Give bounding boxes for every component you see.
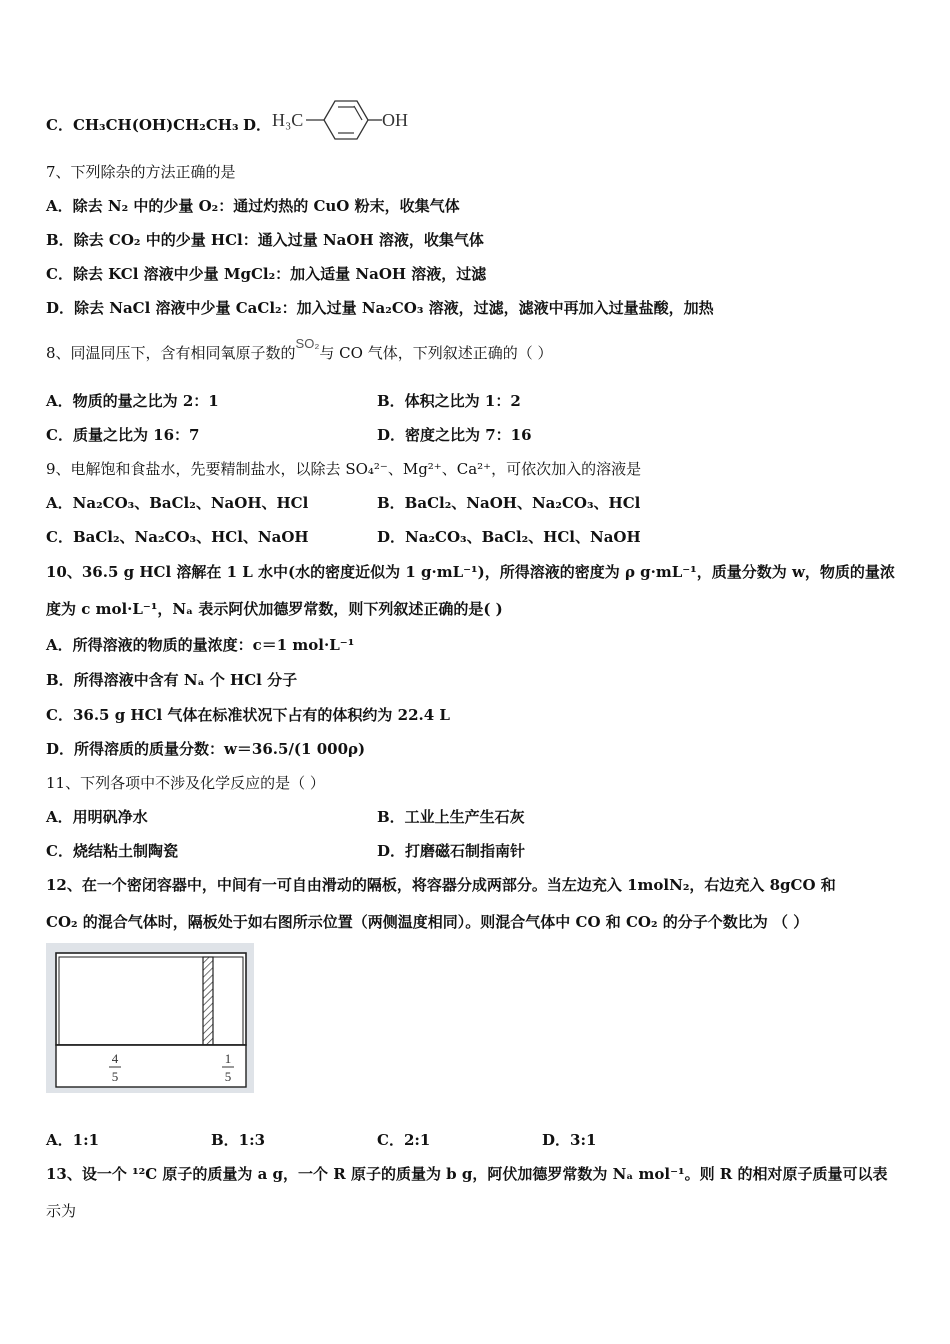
q6-option-d-label: D． <box>243 116 272 134</box>
q11-option-b: B．工业上生产生石灰 <box>377 808 525 826</box>
sliding-partition <box>203 957 213 1045</box>
q8-option-d: D．密度之比为 7：16 <box>377 426 532 444</box>
q8-stem-formula: SO₂ <box>295 336 320 351</box>
q10-stem-line1: 10、36.5 g HCl 溶解在 1 L 水中(水的密度近似为 1 g·mL⁻¹)，所得溶液的密度为 ρ g·mL⁻¹，质量分数为 w，物质的量浓 <box>46 563 895 581</box>
q6-option-d-structure <box>268 96 414 142</box>
q9-stem: 9、电解饱和食盐水，先要精制盐水，以除去 SO₄²⁻、Mg²⁺、Ca²⁺，可依次加入的溶液是 <box>46 460 642 478</box>
structure-oh-label: OH <box>382 110 408 130</box>
q8-option-a: A．物质的量之比为 2：1 <box>46 392 219 410</box>
structure-ch3-label: H₃C <box>272 110 304 130</box>
q11-option-a: A．用明矾净水 <box>46 808 148 826</box>
q9-option-c: C．BaCl₂、Na₂CO₃、HCl、NaOH <box>46 528 309 546</box>
scale-bar <box>56 1045 246 1087</box>
left-fraction-denominator: 5 <box>111 1069 119 1084</box>
q8-stem-pre: 8、同温同压下，含有相同氧原子数的 <box>46 344 296 362</box>
q8-stem-post: 与 CO 气体，下列叙述正确的（ ） <box>319 344 553 362</box>
q9-option-b: B．BaCl₂、NaOH、Na₂CO₃、HCl <box>377 494 641 512</box>
q13-stem-line1: 13、设一个 ¹²C 原子的质量为 a g，一个 R 原子的质量为 b g，阿伏加德罗常数为 Nₐ mol⁻¹。则 R 的相对原子质量可以表 <box>46 1165 888 1183</box>
q12-container-figure <box>46 943 254 1093</box>
q12-option-a: A．1:1 <box>46 1131 100 1149</box>
container-diagram <box>46 943 254 1093</box>
q7-option-a: A．除去 N₂ 中的少量 O₂：通过灼热的 CuO 粉末，收集气体 <box>46 197 460 215</box>
right-fraction-numerator: 1 <box>224 1051 232 1066</box>
q9-option-a: A．Na₂CO₃、BaCl₂、NaOH、HCl <box>46 494 309 512</box>
q7-stem: 7、下列除杂的方法正确的是 <box>46 163 236 181</box>
q10-option-a: A．所得溶液的物质的量浓度：c＝1 mol·L⁻¹ <box>46 636 355 654</box>
q7-option-c: C．除去 KCl 溶液中少量 MgCl₂：加入适量 NaOH 溶液，过滤 <box>46 265 487 283</box>
q12-option-d: D．3:1 <box>542 1131 597 1149</box>
q8-stem <box>46 336 553 364</box>
q8-option-b: B．体积之比为 1：2 <box>377 392 521 410</box>
q7-option-d: D．除去 NaCl 溶液中少量 CaCl₂：加入过量 Na₂CO₃ 溶液，过滤，滤液中再加入过量盐酸，加热 <box>46 299 714 317</box>
q9-option-d: D．Na₂CO₃、BaCl₂、HCl、NaOH <box>377 528 641 546</box>
q6-option-c: C．CH₃CH(OH)CH₂CH₃ <box>46 116 239 134</box>
q11-option-d: D．打磨磁石制指南针 <box>377 842 526 860</box>
q10-stem-line2: 度为 c mol·L⁻¹，Nₐ 表示阿伏加德罗常数，则下列叙述正确的是( ) <box>46 600 503 618</box>
q7-option-b: B．除去 CO₂ 中的少量 HCl：通入过量 NaOH 溶液，收集气体 <box>46 231 484 249</box>
q11-option-c: C．烧结粘土制陶瓷 <box>46 842 178 860</box>
q10-option-c: C．36.5 g HCl 气体在标准状况下占有的体积约为 22.4 L <box>46 706 450 724</box>
right-fraction-denominator: 5 <box>224 1069 232 1084</box>
q10-option-b: B．所得溶液中含有 Nₐ 个 HCl 分子 <box>46 671 298 689</box>
q12-option-c: C．2:1 <box>377 1131 431 1149</box>
q12-stem-line2: CO₂ 的混合气体时，隔板处于如右图所示位置（两侧温度相同）。则混合气体中 CO 和 CO₂ 的分子个数比为 （ ） <box>46 913 809 931</box>
q12-stem-line1: 12、在一个密闭容器中，中间有一可自由滑动的隔板，将容器分成两部分。当左边充入 1molN₂，右边充入 8gCO 和 <box>46 876 836 894</box>
container-outline <box>56 953 246 1045</box>
q8-option-c: C．质量之比为 16：7 <box>46 426 200 444</box>
q11-stem: 11、下列各项中不涉及化学反应的是（ ） <box>46 774 325 792</box>
q12-option-b: B．1:3 <box>211 1131 266 1149</box>
q13-stem-line2: 示为 <box>46 1202 77 1220</box>
left-fraction-numerator: 4 <box>111 1051 119 1066</box>
q10-option-d: D．所得溶质的质量分数：w＝36.5/(1 000ρ) <box>46 740 366 758</box>
